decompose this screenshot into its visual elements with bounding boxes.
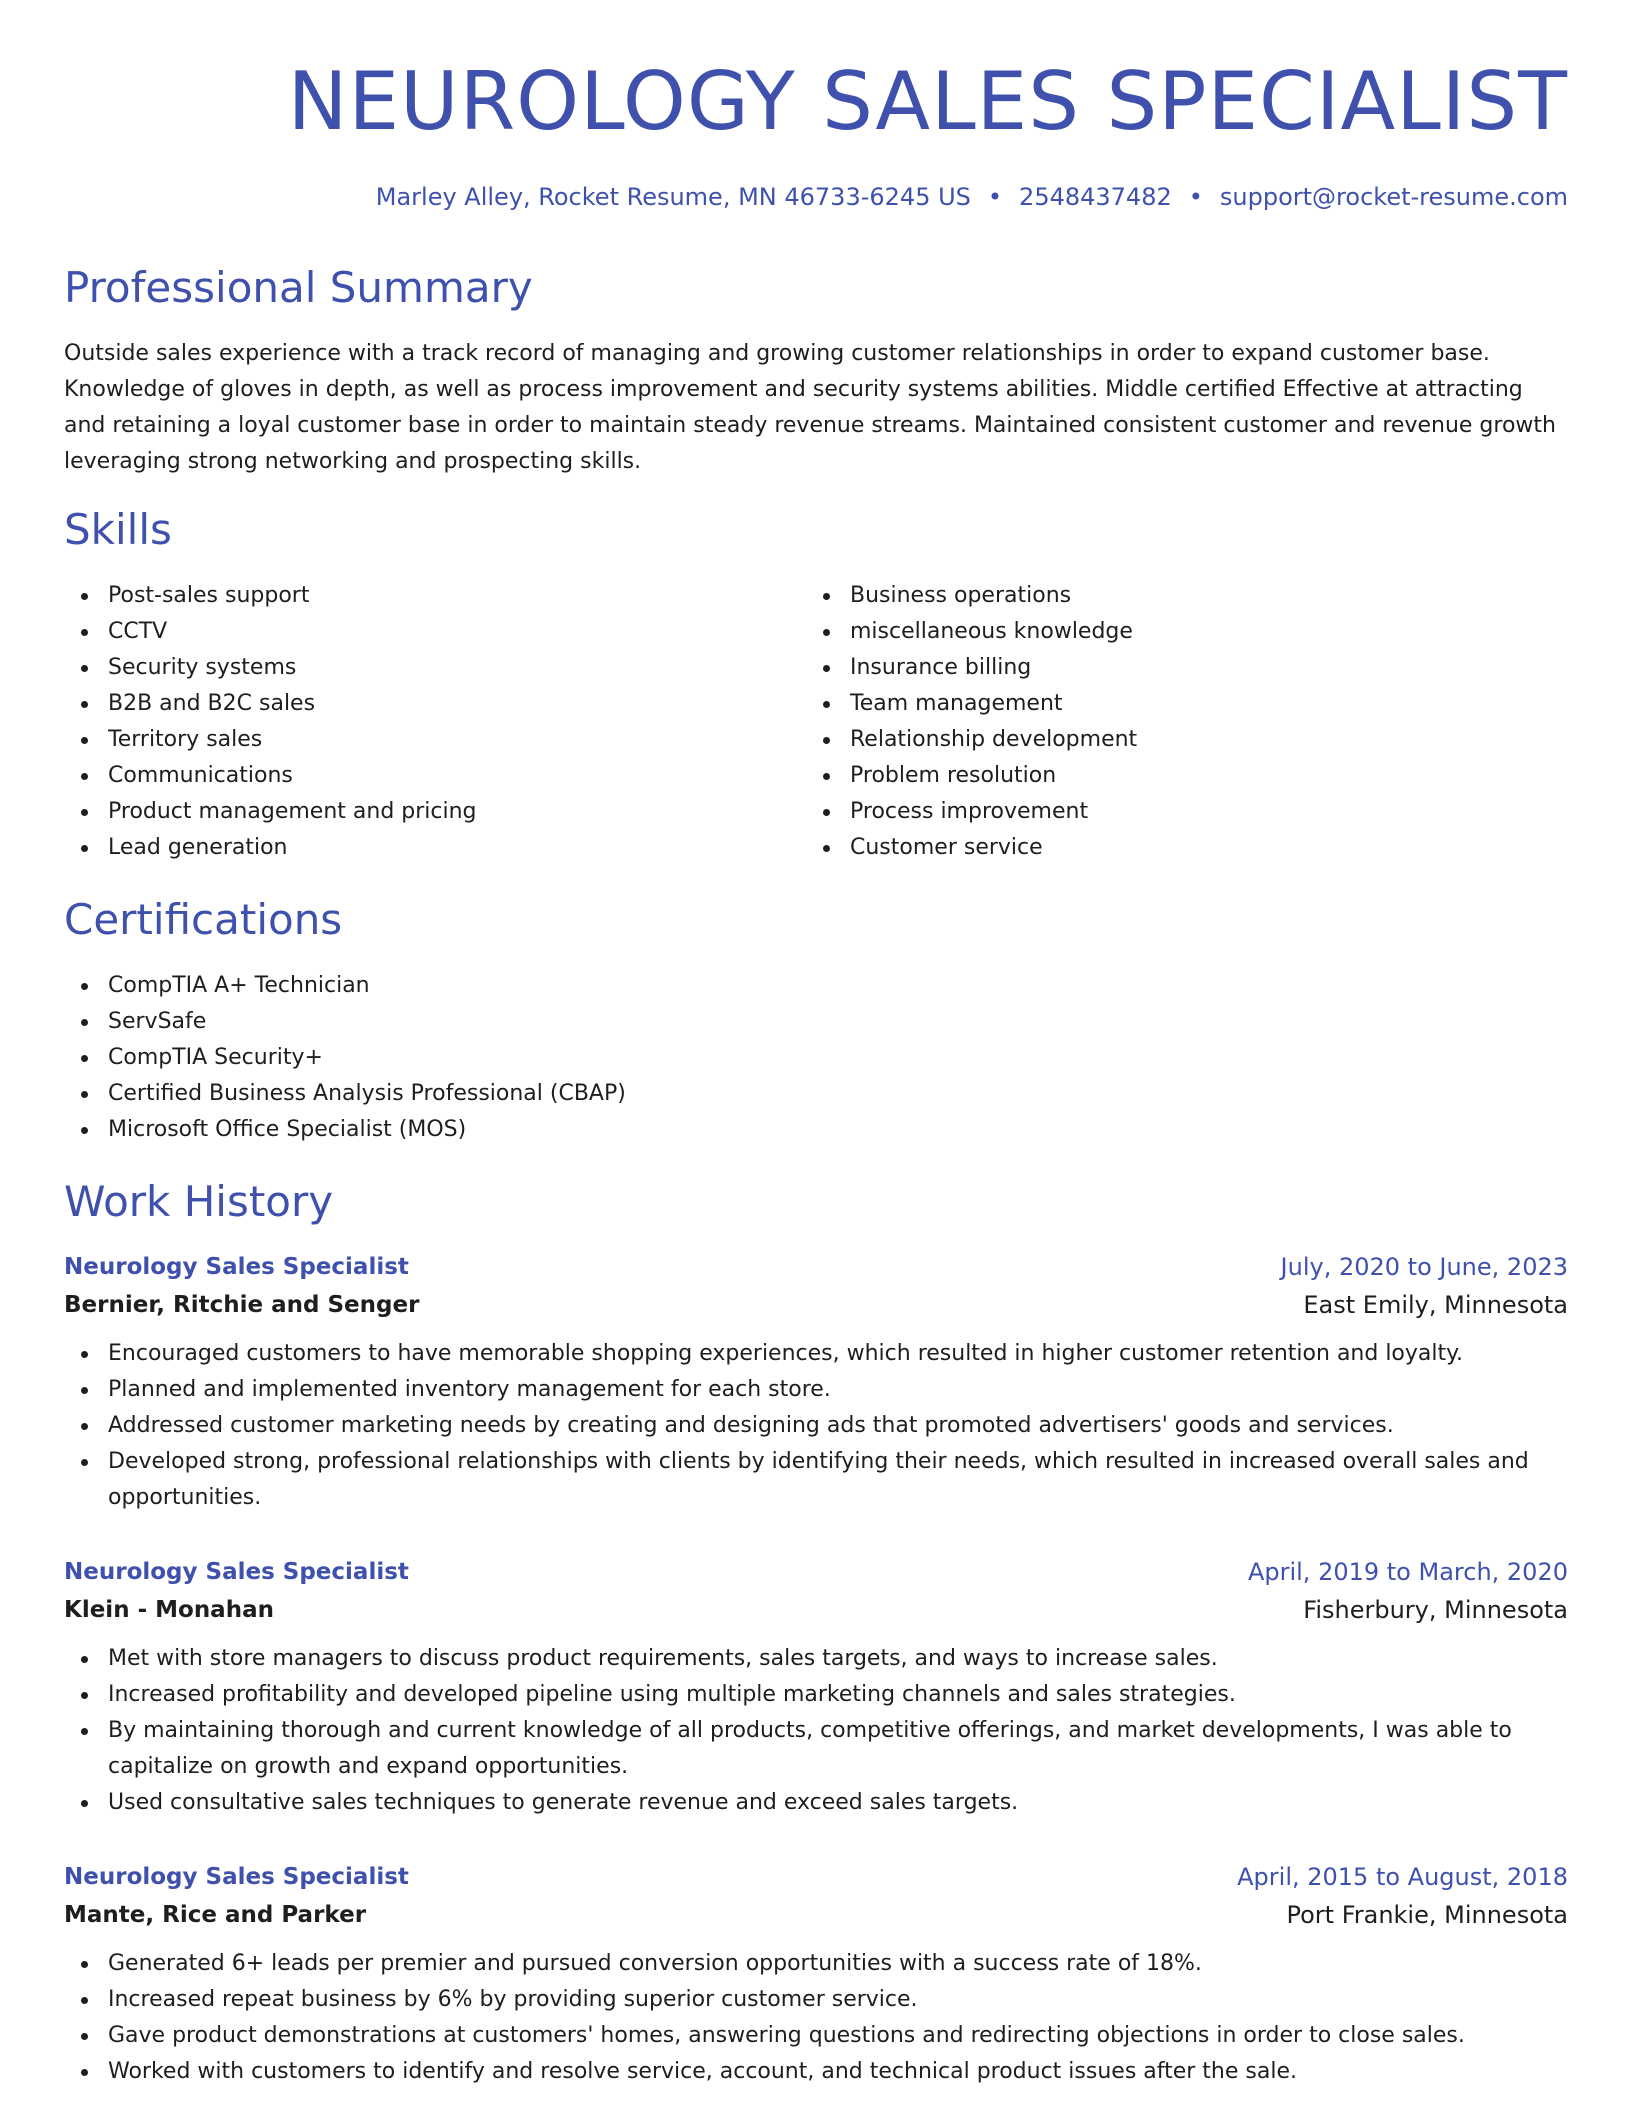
job-bullet: Addressed customer marketing needs by creating and designing ads that promoted advertisers' goods and services. <box>64 1408 1568 1444</box>
skill-item: Process improvement <box>806 794 1506 830</box>
skills-list-right <box>806 578 1506 866</box>
contact-separator: • <box>987 183 1003 211</box>
skill-item: Customer service <box>806 830 1506 866</box>
job-title: Neurology Sales Specialist <box>64 1254 409 1280</box>
skill-item: Communications <box>64 758 764 794</box>
job-bullets <box>64 1946 1568 2090</box>
contact-phone: 2548437482 <box>1019 183 1172 211</box>
job-bullet: Gave product demonstrations at customers' homes, answering questions and redirecting objections in order to close sales. <box>64 2018 1568 2054</box>
skill-item: B2B and B2C sales <box>64 686 764 722</box>
skill-item: Product management and pricing <box>64 794 764 830</box>
work-history-heading: Work History <box>64 1177 334 1226</box>
skill-item: Insurance billing <box>806 650 1506 686</box>
job-company: Bernier, Ritchie and Senger <box>64 1292 420 1318</box>
job-title: Neurology Sales Specialist <box>64 1559 409 1585</box>
job-bullets <box>64 1336 1568 1516</box>
certifications-list <box>64 968 964 1148</box>
certification-item: CompTIA A+ Technician <box>64 968 964 1004</box>
summary-text: Outside sales experience with a track record of managing and growing customer relationships in order to expand customer base. Knowledge of gloves in depth, as well as process improvement and security systems abilities. Middle certified Effective at attracting and retaining a loyal customer base in order to maintain steady revenue streams. Maintained consistent customer and revenue growth leveraging strong networking and prospecting skills. <box>64 341 1556 474</box>
skill-item: CCTV <box>64 614 764 650</box>
job-bullet: Increased profitability and developed pipeline using multiple marketing channels and sales strategies. <box>64 1677 1568 1713</box>
job-bullet: Used consultative sales techniques to generate revenue and exceed sales targets. <box>64 1785 1568 1821</box>
certifications-heading: Certifications <box>64 895 343 944</box>
job-entry <box>64 1248 1568 1516</box>
job-bullets <box>64 1641 1568 1821</box>
skill-item: Business operations <box>806 578 1506 614</box>
skill-item: Post-sales support <box>64 578 764 614</box>
job-dates: April, 2015 to August, 2018 <box>1237 1863 1568 1891</box>
skill-item: Lead generation <box>64 830 764 866</box>
job-entry <box>64 1553 1568 1821</box>
skill-item: Territory sales <box>64 722 764 758</box>
certification-item: ServSafe <box>64 1004 964 1040</box>
certification-item: Microsoft Office Specialist (MOS) <box>64 1112 964 1148</box>
job-title: Neurology Sales Specialist <box>64 1864 409 1890</box>
job-company: Mante, Rice and Parker <box>64 1902 367 1928</box>
skill-item: Security systems <box>64 650 764 686</box>
skill-item: miscellaneous knowledge <box>806 614 1506 650</box>
contact-address: Marley Alley, Rocket Resume, MN 46733-6245 US <box>375 183 971 211</box>
job-dates: July, 2020 to June, 2023 <box>1280 1253 1568 1281</box>
contact-separator: • <box>1188 183 1203 211</box>
contact-email: support@rocket-resume.com <box>1219 183 1568 211</box>
job-bullet: Encouraged customers to have memorable shopping experiences, which resulted in higher customer retention and loyalty. <box>64 1336 1568 1372</box>
skills-heading: Skills <box>64 505 172 554</box>
contact-line <box>376 180 1568 214</box>
job-location: Fisherbury, Minnesota <box>1303 1596 1568 1624</box>
certification-item: CompTIA Security+ <box>64 1040 964 1076</box>
job-bullet: Met with store managers to discuss product requirements, sales targets, and ways to increase sales. <box>64 1641 1568 1677</box>
summary-heading: Professional Summary <box>64 263 533 312</box>
skill-item: Team management <box>806 686 1506 722</box>
job-bullet: Increased repeat business by 6% by providing superior customer service. <box>64 1982 1568 2018</box>
job-dates: April, 2019 to March, 2020 <box>1247 1558 1568 1586</box>
job-location: East Emily, Minnesota <box>1303 1291 1568 1319</box>
job-bullet: Worked with customers to identify and resolve service, account, and technical product issues after the sale. <box>64 2054 1568 2090</box>
resume-title: NEUROLOGY SALES SPECIALIST <box>287 55 1568 148</box>
skill-item: Relationship development <box>806 722 1506 758</box>
job-bullet: Developed strong, professional relationships with clients by identifying their needs, which resulted in increased overall sales and opportunities. <box>64 1444 1568 1516</box>
skills-list-left <box>64 578 764 866</box>
job-location: Port Frankie, Minnesota <box>1286 1901 1568 1929</box>
job-bullet: By maintaining thorough and current knowledge of all products, competitive offerings, and market developments, I was able to capitalize on growth and expand opportunities. <box>64 1713 1568 1785</box>
job-company: Klein - Monahan <box>64 1597 274 1623</box>
job-bullet: Planned and implemented inventory management for each store. <box>64 1372 1568 1408</box>
job-entry <box>64 1858 1568 2090</box>
job-bullet: Generated 6+ leads per premier and pursued conversion opportunities with a success rate of 18%. <box>64 1946 1568 1982</box>
skill-item: Problem resolution <box>806 758 1506 794</box>
certification-item: Certified Business Analysis Professional (CBAP) <box>64 1076 964 1112</box>
